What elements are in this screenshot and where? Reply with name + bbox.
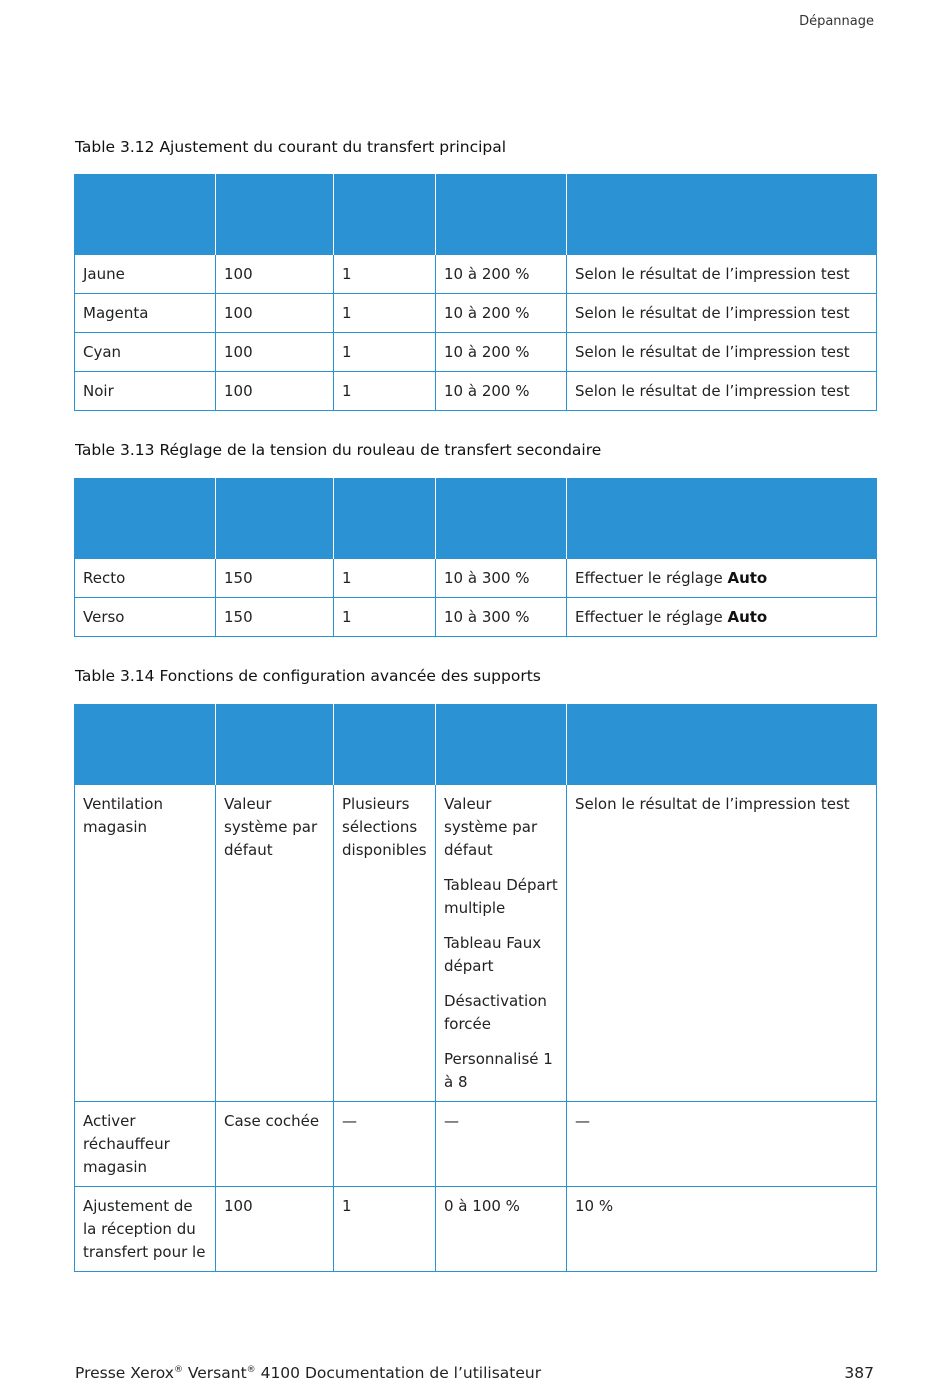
table-cell: 10 % (567, 1187, 877, 1272)
table-cell: 100 (216, 1187, 334, 1272)
table-cell: 1 (334, 294, 436, 333)
header-cell (75, 174, 216, 255)
header-cell (567, 478, 877, 559)
table-cell: 10 à 300 % (436, 559, 567, 598)
table-cell: — (334, 1102, 436, 1187)
option-item: Personnalisé 1 à 8 (444, 1050, 553, 1091)
table-caption-3-13: Table 3.13 Réglage de la tension du rouleau de transfert secondaire (75, 441, 602, 459)
table-cell: 150 (216, 598, 334, 637)
page-number: 387 (844, 1364, 874, 1382)
option-item: Valeur système par défaut (444, 795, 538, 859)
cell-text: Effectuer le réglage (575, 569, 728, 587)
footer-text: 4100 Documentation de l’utilisateur (255, 1364, 542, 1382)
table-cell: 10 à 300 % (436, 598, 567, 637)
table-cell: Jaune (75, 255, 216, 294)
table-cell: Recto (75, 559, 216, 598)
table-3-12 (74, 174, 877, 411)
header-cell (216, 478, 334, 559)
table-cell: 100 (216, 255, 334, 294)
table-cell: Valeur système par défaut (216, 785, 334, 1102)
table-row (75, 372, 877, 411)
option-item: Tableau Faux départ (444, 934, 542, 975)
table-cell (567, 598, 877, 637)
table-cell: Case cochée (216, 1102, 334, 1187)
table-cell: — (436, 1102, 567, 1187)
footer-text: Presse Xerox (75, 1364, 174, 1382)
table-cell: 1 (334, 598, 436, 637)
table-row (75, 785, 877, 1102)
table-cell: Selon le résultat de l’impression test (567, 255, 877, 294)
header-cell (216, 704, 334, 785)
table-cell: Selon le résultat de l’impression test (567, 294, 877, 333)
auto-keyword: Auto (727, 569, 768, 587)
cell-text: Effectuer le réglage (575, 608, 728, 626)
table-row (75, 1102, 877, 1187)
table-header-row (75, 174, 877, 255)
table-row (75, 559, 877, 598)
table-cell: 10 à 200 % (436, 333, 567, 372)
table-cell: Ventilation magasin (75, 785, 216, 1102)
table-cell: Selon le résultat de l’impression test (567, 785, 877, 1102)
table-3-13 (74, 478, 877, 637)
header-cell (334, 174, 436, 255)
table-cell (567, 559, 877, 598)
table-caption-3-14: Table 3.14 Fonctions de configuration avancée des supports (75, 667, 541, 685)
option-item: Tableau Départ multiple (444, 876, 558, 917)
header-cell (75, 478, 216, 559)
header-cell (334, 478, 436, 559)
table-cell (436, 785, 567, 1102)
table-cell: 10 à 200 % (436, 372, 567, 411)
footer-document-title (75, 1364, 541, 1382)
table-cell: 100 (216, 372, 334, 411)
footer-text: Versant (182, 1364, 247, 1382)
table-cell: Verso (75, 598, 216, 637)
table-cell: 150 (216, 559, 334, 598)
header-cell (567, 704, 877, 785)
table-cell: 10 à 200 % (436, 294, 567, 333)
auto-keyword: Auto (727, 608, 768, 626)
table-row (75, 1187, 877, 1272)
table-cell: — (567, 1102, 877, 1187)
table-header-row (75, 478, 877, 559)
table-cell: 1 (334, 1187, 436, 1272)
header-cell (216, 174, 334, 255)
table-cell: Activer réchauffeur magasin (75, 1102, 216, 1187)
table-header-row (75, 704, 877, 785)
table-cell: 0 à 100 % (436, 1187, 567, 1272)
header-cell (334, 704, 436, 785)
table-cell: Magenta (75, 294, 216, 333)
table-cell: 1 (334, 255, 436, 294)
running-header: Dépannage (799, 14, 874, 29)
registered-mark: ® (246, 1364, 256, 1375)
table-cell: 100 (216, 294, 334, 333)
header-cell (436, 174, 567, 255)
table-cell: 1 (334, 559, 436, 598)
table-caption-3-12: Table 3.12 Ajustement du courant du transfert principal (75, 138, 507, 156)
table-row (75, 255, 877, 294)
table-cell: Selon le résultat de l’impression test (567, 372, 877, 411)
table-cell: 100 (216, 333, 334, 372)
table-cell: Cyan (75, 333, 216, 372)
table-cell: 10 à 200 % (436, 255, 567, 294)
table-cell: Plusieurs sélections disponibles (334, 785, 436, 1102)
table-3-14 (74, 704, 877, 1272)
header-cell (567, 174, 877, 255)
option-item: Désactivation forcée (444, 992, 547, 1033)
table-cell: Selon le résultat de l’impression test (567, 333, 877, 372)
header-cell (75, 704, 216, 785)
table-cell: 1 (334, 333, 436, 372)
header-cell (436, 704, 567, 785)
header-cell (436, 478, 567, 559)
table-row (75, 333, 877, 372)
table-row (75, 598, 877, 637)
table-cell: 1 (334, 372, 436, 411)
registered-mark: ® (173, 1364, 183, 1375)
table-cell: Ajustement de la réception du transfert pour le (75, 1187, 216, 1272)
table-cell: Noir (75, 372, 216, 411)
table-row (75, 294, 877, 333)
